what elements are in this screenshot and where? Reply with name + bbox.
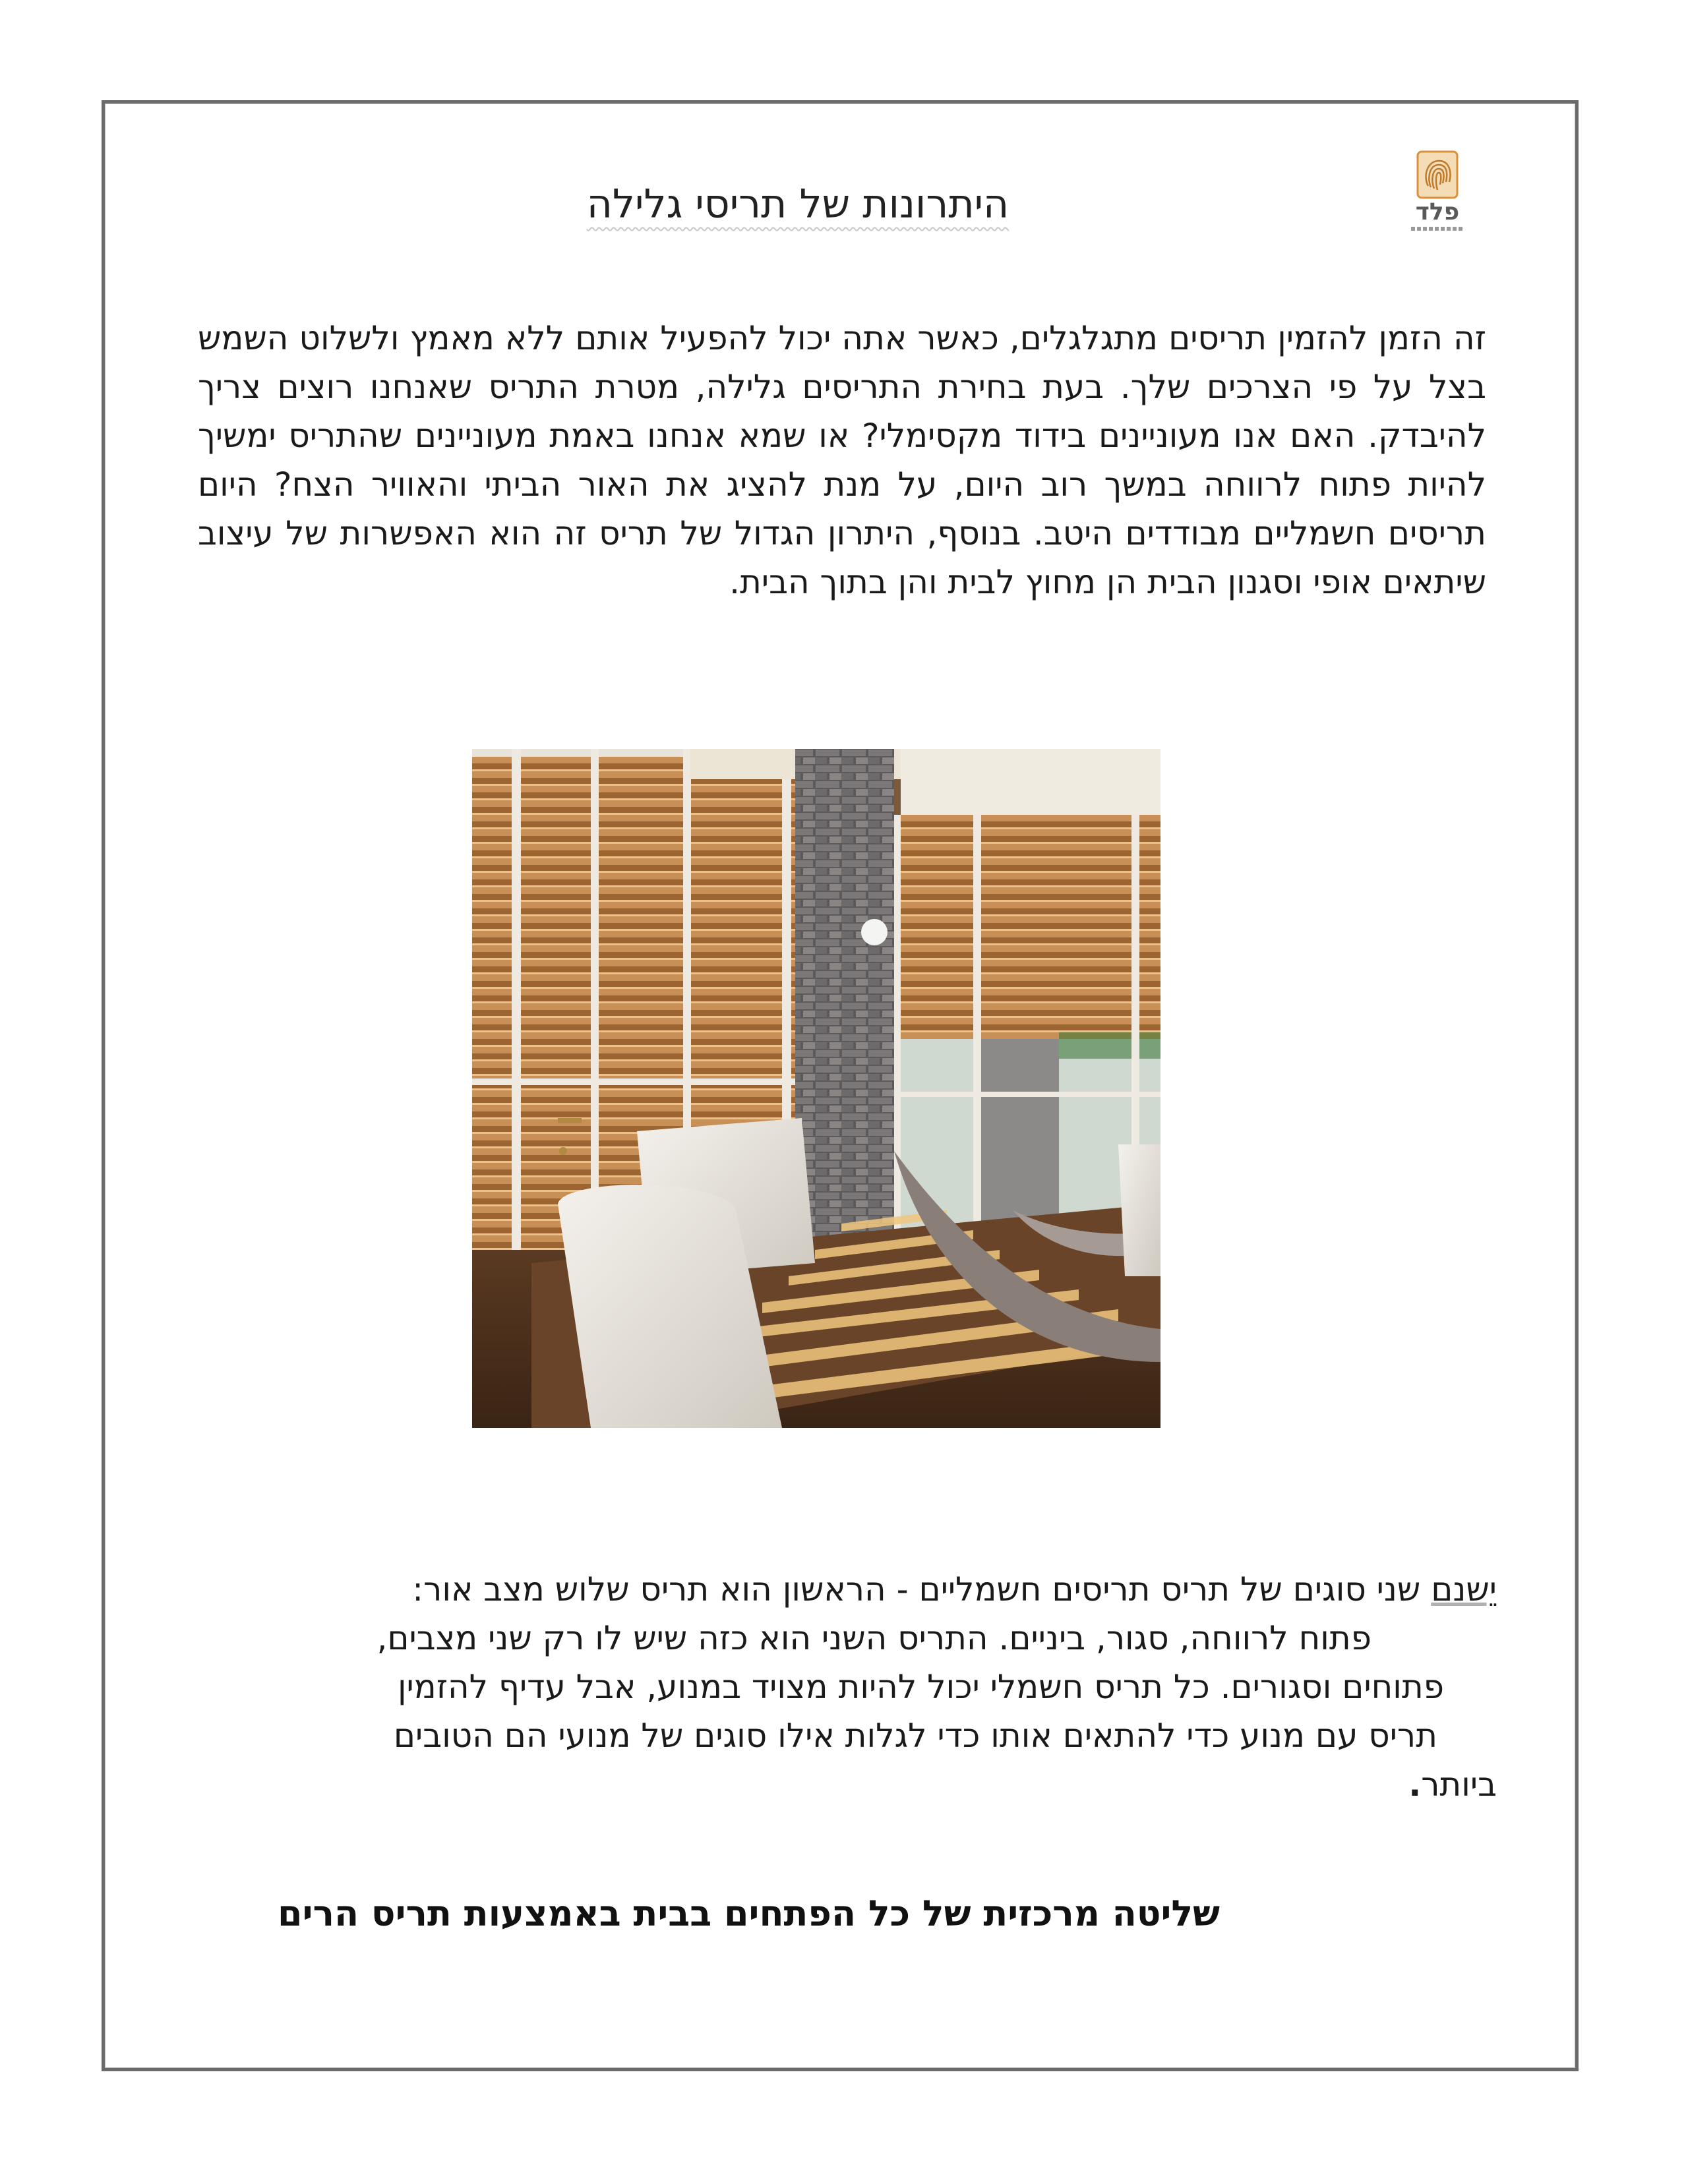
intro-paragraph: זה הזמן להזמין תריסים מתגלגלים, כאשר אתה יכול להפעיל אותם ללא מאמץ ולשלוט השמש בצל על פי הצרכים שלך. בעת בחירת התריסים גלילה, מטרת התריס שאנחנו רוצים צריך להיבדק. האם אנו מעוניינים בידוד מקסימלי? או שמא אנחנו באמת מעוניינים שהתריס ימשיך להיות פתוח לרווחה במשך רוב היום, על מנת להציג את האור הביתי והאוויר הצח? היום תריסים חשמליים מבודדים היטב. בנוסף, היתרון הגדול של תריס זה הוא האפשרות של עיצוב שיתאים אופי וסגנון הבית הן מחוץ לבית והן בתוך הבית. xyxy=(198,319,1486,601)
paragraph2-line5 xyxy=(198,1760,1497,1809)
dining-room-with-wooden-blinds-photo xyxy=(472,749,1160,1428)
company-logo xyxy=(1411,150,1464,236)
paragraph2-line1-rest: שני סוגים של תריס תריסים חשמליים - הראשון הוא תריס שלוש מצב אור: xyxy=(412,1570,1432,1608)
logo-tagline-line xyxy=(1411,227,1464,231)
logo-text: פלד xyxy=(1415,198,1460,225)
central-control-heading: שליטה מרכזית של כל הפתחים בבית באמצעות תריס הרים xyxy=(278,1893,1220,1934)
blind-types-paragraph xyxy=(198,1565,1497,1809)
page-title xyxy=(396,178,1200,231)
paragraph2-period: . xyxy=(1408,1765,1422,1804)
paragraph2-line2: פתוח לרווחה, סגור, ביניים. התריס השני הוא כזה שיש לו רק שני מצבים, xyxy=(377,1619,1372,1657)
paragraph2-line5-text: ביותר xyxy=(1421,1765,1497,1804)
paragraph2-first-word: יֵשנם xyxy=(1431,1570,1497,1608)
paragraph2-line1 xyxy=(198,1565,1497,1614)
dining-room-photo xyxy=(472,749,1160,1428)
page-title-text: היתרונות של תריסי גלילה xyxy=(586,181,1010,227)
fingerprint-logo-icon xyxy=(1416,150,1459,199)
paragraph2-line4: תריס עם מנוע כדי להתאים אותו כדי לגלות אילו סוגים של מנועי הם הטובים xyxy=(393,1717,1437,1755)
paragraph2-line3: פתוחים וסגורים. כל תריס חשמלי יכול להיות מצויד במנוע, אבל עדיף להזמין xyxy=(397,1668,1444,1706)
